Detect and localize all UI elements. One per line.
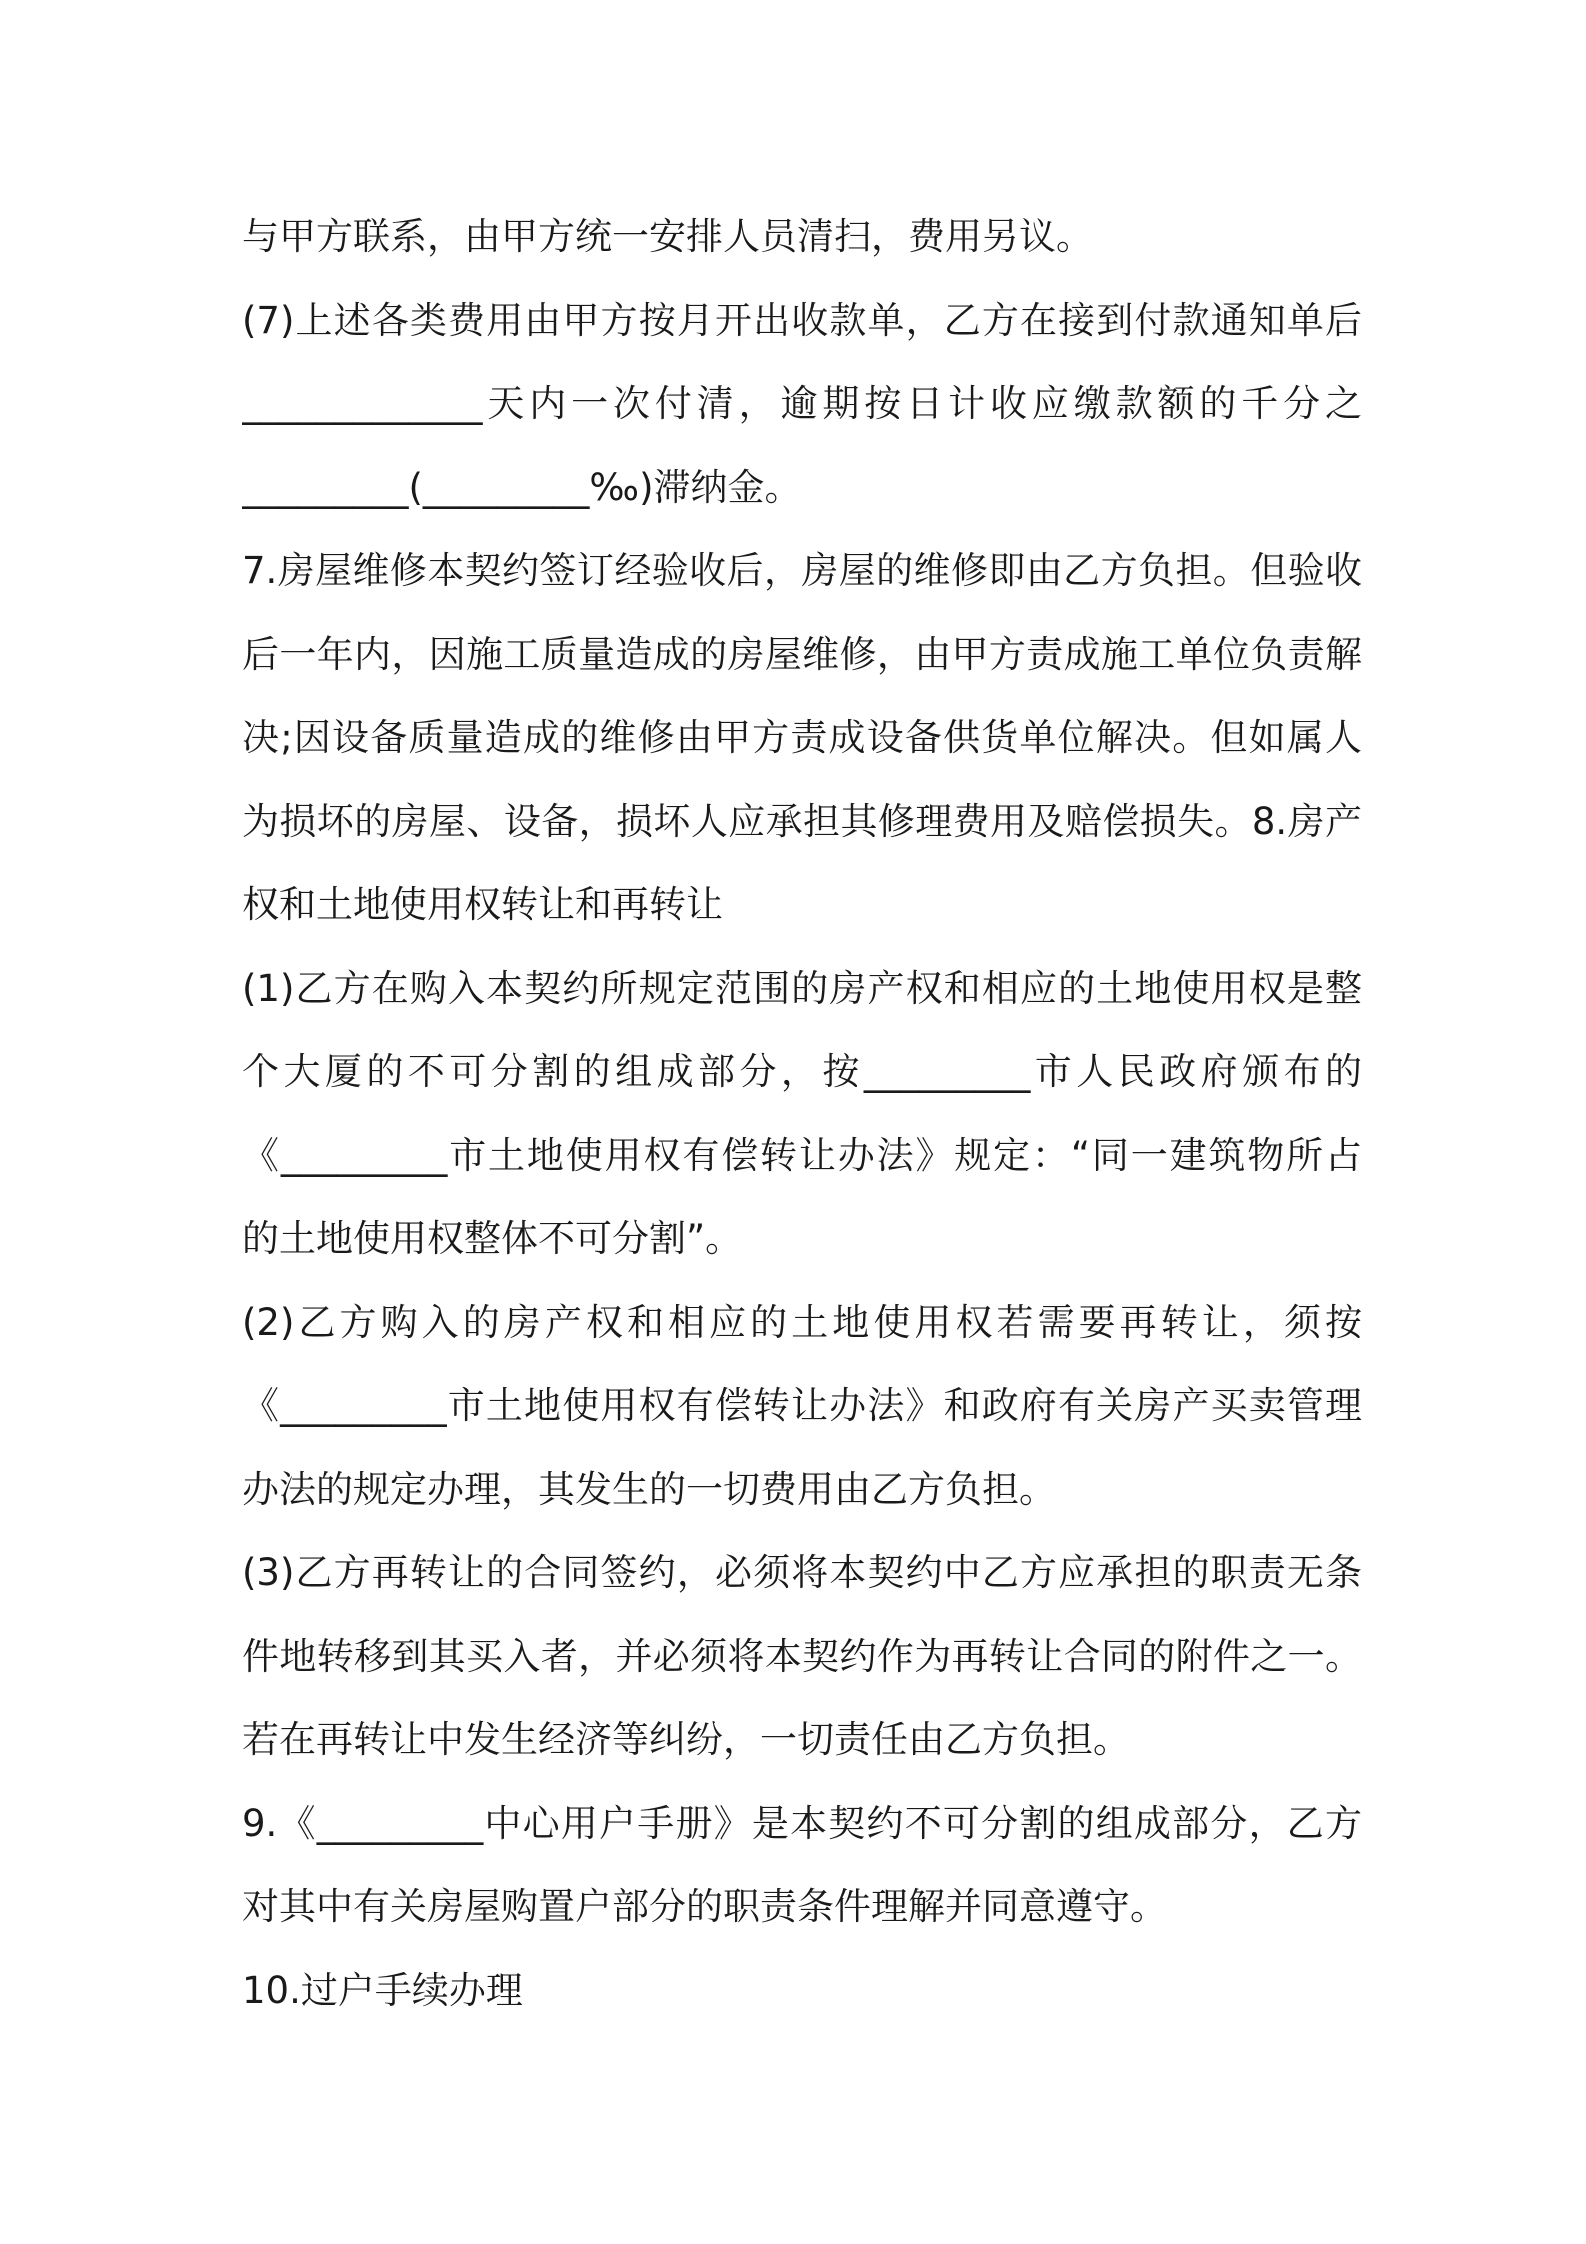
text-line: 对其中有关房屋购置户部分的职责条件理解并同意遵守。	[242, 1885, 1167, 1928]
text-line: 为损坏的房屋、设备，损坏人应承担其修理费用及赔偿损失。8.房产	[242, 799, 1362, 843]
text-line: 后一年内，因施工质量造成的房屋维修，由甲方责成施工单位负责解	[242, 632, 1362, 676]
text-line: 若在再转让中发生经济等纠纷，一切责任由乙方负担。	[242, 1718, 1130, 1761]
text-line: 办法的规定办理，其发生的一切费用由乙方负担。	[242, 1467, 1056, 1511]
text-line: _____________天内一次付清，逾期按日计收应缴款额的千分之	[242, 382, 1362, 425]
text-line: _________(_________‰)滞纳金。	[242, 465, 802, 509]
text-line: 7.房屋维修本契约签订经验收后，房屋的维修即由乙方负担。但验收	[242, 549, 1362, 592]
text-line: (3)乙方再转让的合同签约，必须将本契约中乙方应承担的职责无条	[242, 1551, 1362, 1594]
text-line: 《_________市土地使用权有偿转让办法》和政府有关房产买卖管理	[242, 1384, 1362, 1427]
text-line: 权和土地使用权转让和再转让	[242, 883, 723, 926]
document-body	[242, 195, 1362, 2032]
text-line: 决;因设备质量造成的维修由甲方责成设备供货单位解决。但如属人	[242, 716, 1362, 759]
text-line: (2)乙方购入的房产权和相应的土地使用权若需要再转让，须按	[242, 1300, 1362, 1344]
text-line: 件地转移到其买入者，并必须将本契约作为再转让合同的附件之一。	[242, 1634, 1362, 1678]
text-line: 9.《_________中心用户手册》是本契约不可分割的组成部分，乙方	[242, 1801, 1362, 1845]
text-line: 10.过户手续办理	[242, 1968, 523, 2012]
text-line: 个大厦的不可分割的组成部分，按_________市人民政府颁布的	[242, 1050, 1362, 1093]
text-line: 与甲方联系，由甲方统一安排人员清扫，费用另议。	[242, 215, 1093, 258]
text-line: 《_________市土地使用权有偿转让办法》规定：“同一建筑物所占	[242, 1133, 1362, 1177]
text-line: (1)乙方在购入本契约所规定范围的房产权和相应的土地使用权是整	[242, 966, 1362, 1010]
text-line: (7)上述各类费用由甲方按月开出收款单，乙方在接到付款通知单后	[242, 298, 1362, 342]
text-line: 的土地使用权整体不可分割”。	[242, 1217, 743, 1260]
